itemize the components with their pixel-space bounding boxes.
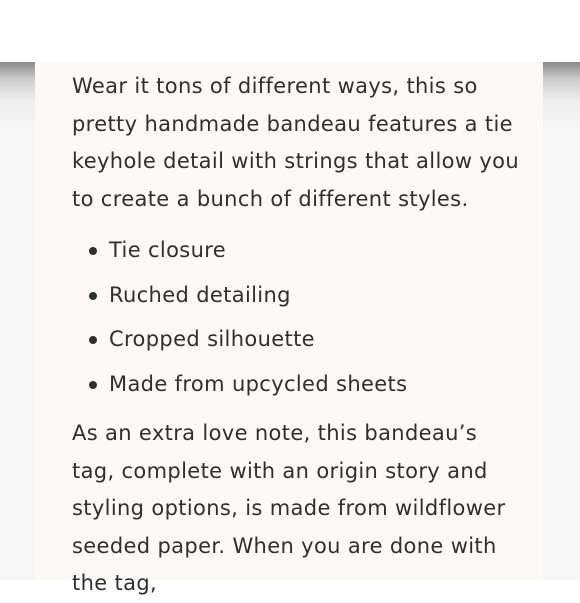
description-intro: Wear it tons of different ways, this so pretty handmade bandeau features a tie keyhole detail with strings that allow you to create a bunch of different styles. [72,74,520,211]
feature-text: Ruched detailing [109,282,291,307]
list-item [72,236,543,281]
feature-list [72,236,543,414]
bullet-dot-icon [89,336,97,344]
left-edge-shadow [0,62,40,580]
list-item [72,370,543,415]
bullet-dot-icon [89,381,97,389]
product-description-card [35,62,543,595]
feature-text: Tie closure [109,238,227,262]
right-edge-shadow [540,62,580,580]
list-item [72,325,543,370]
bullet-dot-icon [89,292,97,300]
description-note: As an extra love note, this bandeau’s tag, complete with an origin story and styling options, is made from wildflower seeded paper. When you are done with the tag, [72,421,506,595]
feature-text: Cropped silhouette [109,327,315,351]
list-item [72,281,543,326]
bullet-dot-icon [89,247,97,255]
feature-text: Made from upcycled sheets [109,371,408,396]
